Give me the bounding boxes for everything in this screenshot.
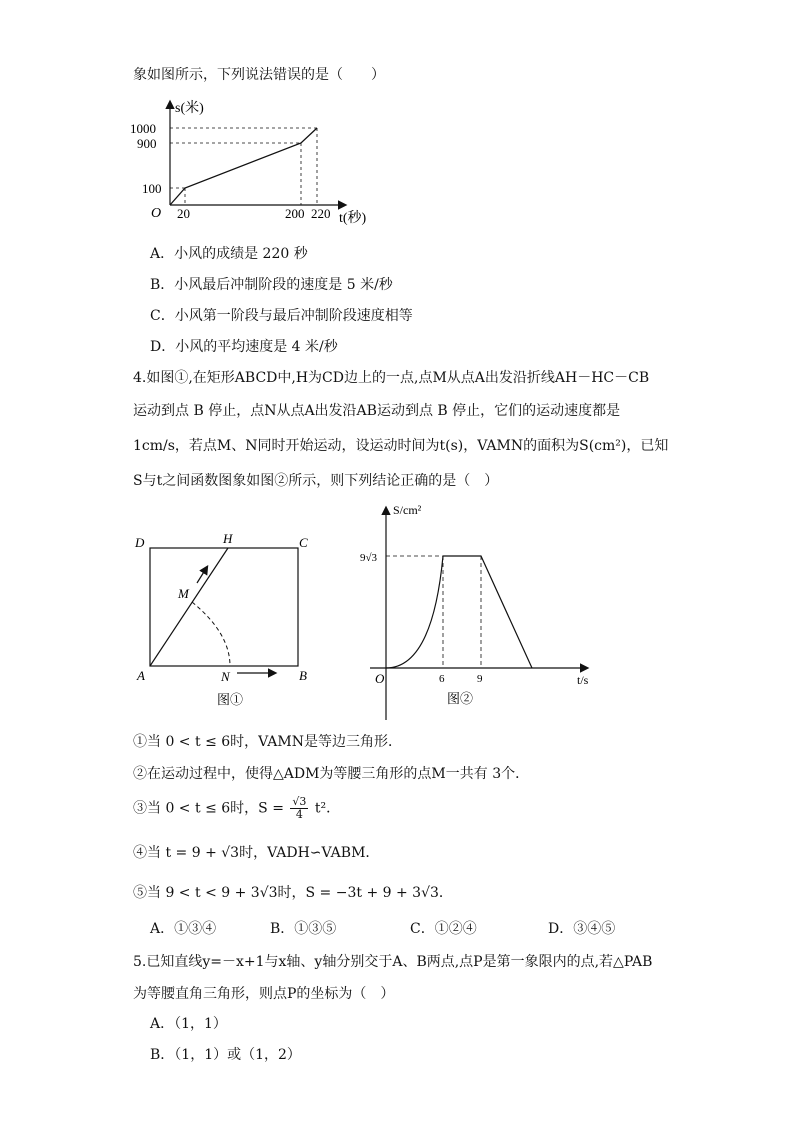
label-m: M bbox=[178, 586, 189, 601]
q4-choice-b[interactable]: B．①③⑤ bbox=[270, 921, 337, 937]
q3-option-a[interactable]: A．小风的成绩是 220 秒 bbox=[150, 246, 308, 262]
label-h: H bbox=[223, 531, 233, 546]
q3-x-tick-200: 200 bbox=[285, 206, 305, 221]
q5-option-b[interactable]: B．（1，1）或（1，2） bbox=[150, 1047, 301, 1063]
q4-statement-3-suffix: t²． bbox=[314, 800, 341, 817]
q3-option-b[interactable]: B．小风最后冲制阶段的速度是 5 米/秒 bbox=[150, 277, 393, 293]
q4-statement-2: ②在运动过程中，使得△ADM为等腰三角形的点M一共有 3个． bbox=[133, 766, 530, 782]
figure1-caption: 图① bbox=[217, 692, 244, 707]
segment-ah bbox=[150, 548, 228, 666]
q3-option-c[interactable]: C．小风第一阶段与最后冲制阶段速度相等 bbox=[150, 308, 413, 324]
q3-x-tick-20: 20 bbox=[177, 206, 190, 221]
fraction-denominator: 4 bbox=[295, 808, 303, 821]
q4-stem-line4: S与t之间函数图象如图②所示，则下列结论正确的是（ ） bbox=[133, 473, 499, 489]
fig2-plateau-and-decline bbox=[443, 556, 532, 668]
q4-stem-line3: 1cm/s，若点M、N同时开始运动，设运动时间为t(s)，VAMN的面积为S(cm²)，已知 bbox=[133, 438, 669, 454]
q4-figure2-graph bbox=[355, 500, 605, 725]
q5-option-a[interactable]: A．（1，1） bbox=[150, 1016, 227, 1032]
fig2-x-tick-9: 9 bbox=[477, 673, 483, 685]
q3-y-axis-label: s(米) bbox=[175, 101, 204, 116]
fig2-y-tick: 9√3 bbox=[360, 552, 378, 564]
q3-y-tick-1000: 1000 bbox=[130, 121, 156, 136]
q4-choice-c[interactable]: C．①②④ bbox=[410, 921, 477, 937]
q5-stem-line1: 5.已知直线y=－x+1与x轴、y轴分别交于A、B两点,点P是第一象限内的点,若△PAB bbox=[133, 954, 653, 970]
label-a: A bbox=[137, 668, 145, 683]
fig2-y-label: S/cm² bbox=[393, 503, 422, 517]
q3-y-tick-900: 900 bbox=[137, 136, 157, 151]
q4-stem-line2: 运动到点 B 停止，点N从点A出发沿AB运动到点 B 停止，它们的运动速度都是 bbox=[133, 403, 621, 419]
fig2-x-label: t/s bbox=[577, 673, 589, 687]
q4-statement-3-fraction bbox=[290, 796, 308, 821]
figure2-caption: 图② bbox=[447, 691, 474, 706]
q3-option-d[interactable]: D．小风的平均速度是 4 米/秒 bbox=[150, 339, 338, 355]
q4-choice-d[interactable]: D．③④⑤ bbox=[548, 921, 616, 937]
label-d: D bbox=[135, 535, 145, 550]
rectangle-abcd bbox=[150, 548, 298, 666]
fig2-curve bbox=[386, 556, 443, 668]
q3-y-tick-100: 100 bbox=[142, 181, 162, 196]
fig2-x-tick-6: 6 bbox=[439, 673, 445, 685]
q3-x-axis-label: t(秒) bbox=[339, 211, 367, 226]
q4-statement-4: ④当 t = 9 + √3时，VADH∽VABM． bbox=[133, 845, 380, 861]
fraction-numerator: √3 bbox=[292, 795, 307, 808]
q4-stem-line1: 4.如图①,在矩形ABCD中,H为CD边上的一点,点M从点A出发沿折线AH－HC－CB bbox=[133, 370, 650, 386]
q4-figure1-rectangle bbox=[125, 528, 325, 713]
q4-statement-1: ①当 0 < t ≤ 6时，VAMN是等边三角形． bbox=[133, 734, 403, 750]
m-direction-arrow bbox=[197, 567, 207, 583]
q4-statement-3-prefix: ③当 0 < t ≤ 6时，S = bbox=[133, 800, 284, 817]
label-b: B bbox=[299, 668, 307, 683]
q5-stem-line2: 为等腰直角三角形，则点P的坐标为（ ） bbox=[133, 986, 395, 1002]
q4-statement-5: ⑤当 9 < t < 9 + 3√3时，S = −3t + 9 + 3√3． bbox=[133, 885, 453, 901]
label-n: N bbox=[221, 669, 230, 684]
q3-stem-tail: 象如图所示，下列说法错误的是（ ） bbox=[133, 67, 385, 83]
q4-statement-3 bbox=[133, 796, 340, 821]
label-c: C bbox=[299, 535, 308, 550]
q3-origin: O bbox=[151, 206, 162, 221]
segment-mn-dashed bbox=[192, 602, 230, 666]
fig2-origin: O bbox=[375, 671, 385, 686]
q3-guide-lines bbox=[170, 128, 317, 205]
q3-run-line bbox=[170, 128, 317, 205]
q4-choice-a[interactable]: A．①③④ bbox=[150, 921, 217, 937]
q3-x-tick-220: 220 bbox=[311, 206, 331, 221]
q3-distance-time-graph bbox=[125, 92, 385, 232]
